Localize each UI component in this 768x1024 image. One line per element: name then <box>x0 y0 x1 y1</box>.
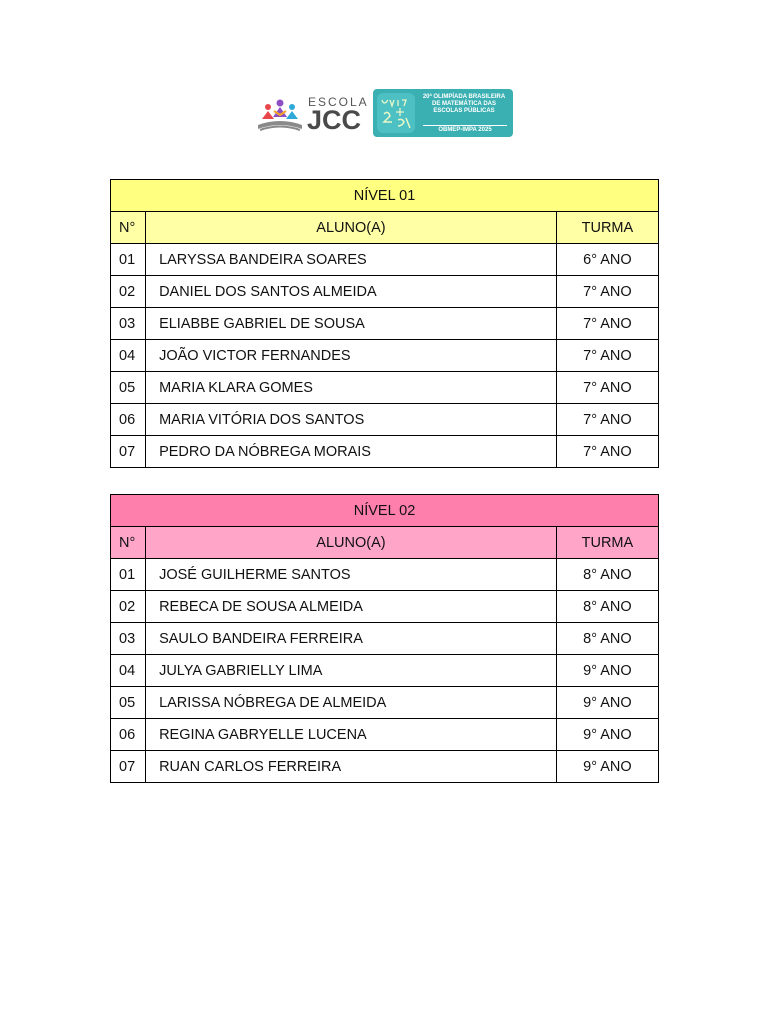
column-header-number: N° <box>111 212 146 244</box>
student-name: RUAN CARLOS FERREIRA <box>146 751 557 783</box>
student-name: JOSÉ GUILHERME SANTOS <box>146 559 557 591</box>
row-number: 02 <box>111 591 146 623</box>
row-number: 01 <box>111 244 146 276</box>
student-name: MARIA KLARA GOMES <box>146 372 557 404</box>
student-class: 8° ANO <box>556 623 658 655</box>
student-class: 7° ANO <box>556 436 658 468</box>
obmep-logo <box>373 89 513 137</box>
obmep-logo-line: DE MATEMÁTICA DAS <box>432 101 496 107</box>
obmep-logo-text <box>419 94 509 115</box>
table-row <box>111 404 659 436</box>
table-row <box>111 559 659 591</box>
student-name: PEDRO DA NÓBREGA MORAIS <box>146 436 557 468</box>
row-number: 06 <box>111 719 146 751</box>
school-logo-word-big: JCC <box>307 105 362 135</box>
header-logos <box>254 89 514 139</box>
student-class: 9° ANO <box>556 719 658 751</box>
student-name: REBECA DE SOUSA ALMEIDA <box>146 591 557 623</box>
student-class: 9° ANO <box>556 751 658 783</box>
row-number: 07 <box>111 751 146 783</box>
table-row <box>111 308 659 340</box>
obmep-math-doodle-icon <box>376 92 416 134</box>
level-1-table <box>110 179 659 468</box>
student-name: SAULO BANDEIRA FERREIRA <box>146 623 557 655</box>
level-title-row <box>111 495 659 527</box>
table-header-row <box>111 527 659 559</box>
school-people-book-icon <box>254 95 306 135</box>
obmep-logo-subtitle: OBMEP-IMPA 2025 <box>423 125 507 133</box>
row-number: 05 <box>111 372 146 404</box>
table-row <box>111 687 659 719</box>
school-logo-word-small: ESCOLA <box>308 95 369 109</box>
student-class: 7° ANO <box>556 308 658 340</box>
student-class: 9° ANO <box>556 687 658 719</box>
student-name: REGINA GABRYELLE LUCENA <box>146 719 557 751</box>
level-2-table <box>110 494 659 783</box>
column-header-student: ALUNO(A) <box>146 527 557 559</box>
row-number: 01 <box>111 559 146 591</box>
row-number: 04 <box>111 655 146 687</box>
row-number: 03 <box>111 623 146 655</box>
student-class: 7° ANO <box>556 404 658 436</box>
column-header-class: TURMA <box>556 212 658 244</box>
table-row <box>111 244 659 276</box>
table-row <box>111 436 659 468</box>
table-row <box>111 340 659 372</box>
student-name: LARYSSA BANDEIRA SOARES <box>146 244 557 276</box>
level-title: NÍVEL 01 <box>111 180 659 212</box>
row-number: 02 <box>111 276 146 308</box>
obmep-logo-line: 20ª OLIMPÍADA BRASILEIRA <box>422 94 506 100</box>
table-row <box>111 719 659 751</box>
student-class: 7° ANO <box>556 340 658 372</box>
student-class: 7° ANO <box>556 276 658 308</box>
table-row <box>111 655 659 687</box>
obmep-logo-line: ESCOLAS PÚBLICAS <box>433 108 495 114</box>
column-header-student: ALUNO(A) <box>146 212 557 244</box>
student-name: JOÃO VICTOR FERNANDES <box>146 340 557 372</box>
level-title-row <box>111 180 659 212</box>
row-number: 07 <box>111 436 146 468</box>
student-name: ELIABBE GABRIEL DE SOUSA <box>146 308 557 340</box>
level-title: NÍVEL 02 <box>111 495 659 527</box>
table-row <box>111 751 659 783</box>
exam-application-info <box>0 807 768 813</box>
student-class: 6° ANO <box>556 244 658 276</box>
table-row <box>111 623 659 655</box>
table-header-row <box>111 212 659 244</box>
student-class: 9° ANO <box>556 655 658 687</box>
student-name: DANIEL DOS SANTOS ALMEIDA <box>146 276 557 308</box>
table-row <box>111 591 659 623</box>
column-header-number: N° <box>111 527 146 559</box>
student-name: LARISSA NÓBREGA DE ALMEIDA <box>146 687 557 719</box>
table-row <box>111 372 659 404</box>
table-row <box>111 276 659 308</box>
row-number: 05 <box>111 687 146 719</box>
student-name: MARIA VITÓRIA DOS SANTOS <box>146 404 557 436</box>
student-name: JULYA GABRIELLY LIMA <box>146 655 557 687</box>
student-class: 8° ANO <box>556 591 658 623</box>
school-logo <box>254 91 370 137</box>
row-number: 04 <box>111 340 146 372</box>
row-number: 03 <box>111 308 146 340</box>
student-class: 8° ANO <box>556 559 658 591</box>
column-header-class: TURMA <box>556 527 658 559</box>
student-class: 7° ANO <box>556 372 658 404</box>
row-number: 06 <box>111 404 146 436</box>
